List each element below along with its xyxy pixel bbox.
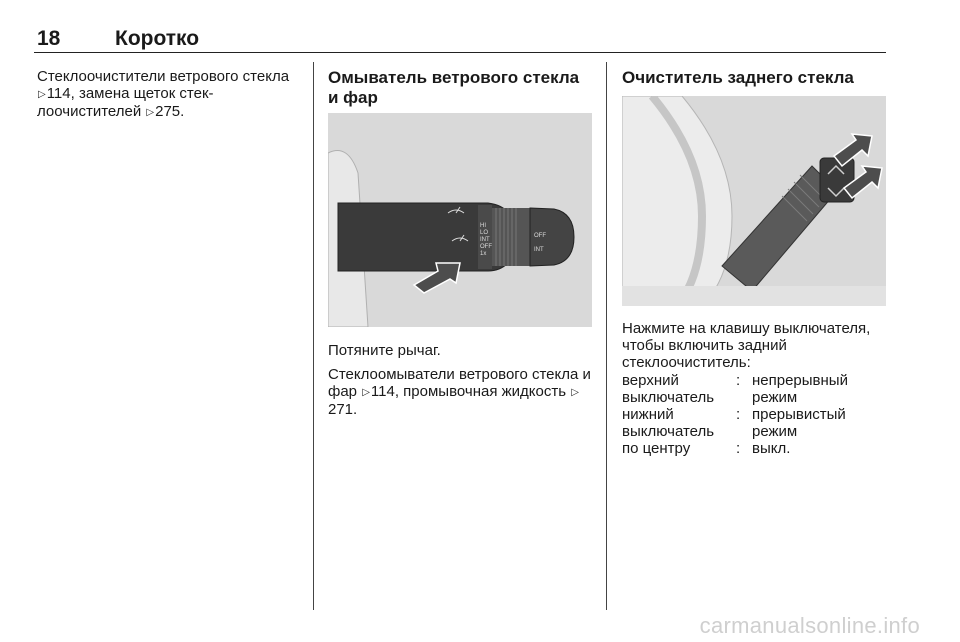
def-row: [622, 372, 888, 406]
label-int2: INT: [534, 247, 544, 253]
wiper-text-a: Стеклоочистители ветрового стекла: [37, 68, 290, 85]
xref-arrow-icon: ▷: [146, 107, 155, 118]
xref-arrow-icon: ▷: [38, 89, 46, 100]
label-lo: LO: [480, 230, 489, 236]
rear-wiper-intro: Нажмите на клавишу выключателя, чтобы включить задний стеклоочиститель:: [622, 320, 871, 371]
column-divider-1: [313, 62, 314, 610]
label-int: INT: [480, 237, 490, 243]
def-term: верхний выключатель: [622, 372, 715, 406]
xref-page[interactable]: 275: [155, 103, 181, 120]
def-desc: непрерывный режим: [752, 372, 848, 406]
def-desc: прерывистый режим: [752, 406, 846, 440]
label-off: OFF: [480, 244, 492, 250]
pull-instruction: Потяните рычаг.: [328, 342, 441, 359]
xref-arrow-icon: ▷: [571, 387, 579, 398]
rear-wiper-illustration: [622, 96, 886, 306]
xref-page[interactable]: 114: [370, 383, 395, 400]
def-colon: :: [736, 372, 741, 389]
label-off2: OFF: [534, 233, 546, 239]
xref-arrow-icon: ▷: [362, 387, 370, 398]
washer-text-b: , промывочная жидкость: [394, 383, 567, 400]
label-hi: HI: [480, 223, 486, 229]
def-row: [622, 406, 888, 440]
page-title: Коротко: [115, 27, 200, 50]
figure-rear-wiper: [622, 96, 886, 306]
def-term: по центру: [622, 440, 691, 457]
figure-wiper-lever: [328, 113, 592, 327]
column-2: [328, 68, 594, 116]
def-colon: :: [736, 440, 741, 457]
washer-text-c: .: [353, 401, 358, 418]
definition-list: [622, 372, 888, 457]
wiper-text-c: .: [180, 103, 185, 120]
column-3-body: [622, 320, 888, 378]
xref-page[interactable]: 271: [328, 401, 354, 418]
washer-paragraph: [328, 366, 594, 418]
section-heading: Очиститель заднего стекла: [622, 68, 854, 87]
washer-text-a: Стеклоомыватели ветрового стекла и фар: [328, 366, 591, 400]
wiper-paragraph: [37, 68, 299, 121]
wiper-text-b: , замена щеток стеклоочистителей: [37, 85, 214, 120]
column-3: [622, 68, 888, 96]
def-colon: :: [736, 406, 741, 423]
label-1x: 1x: [480, 251, 487, 257]
xref-page[interactable]: 114: [46, 85, 71, 102]
watermark: carmanualsonline.info: [699, 613, 920, 638]
header-rule: [34, 52, 886, 53]
def-desc: выкл.: [752, 440, 791, 457]
def-row: [622, 440, 888, 457]
section-heading: Омыватель ветрового стекла и фар: [328, 68, 580, 107]
column-divider-2: [606, 62, 607, 610]
page-number: 18: [37, 27, 61, 50]
def-term: нижний выключатель: [622, 406, 715, 440]
wiper-lever-illustration: [328, 113, 592, 327]
column-1: [37, 68, 299, 128]
column-2-body: [328, 342, 594, 425]
